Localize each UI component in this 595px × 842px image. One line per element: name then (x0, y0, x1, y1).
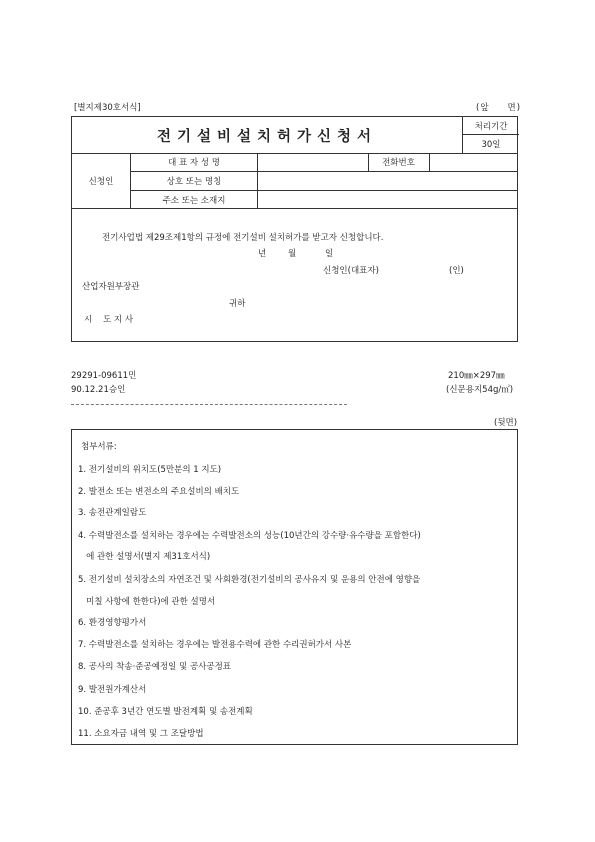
phone-label: 전화번호 (382, 158, 415, 168)
processing-period-value: 30일 (481, 140, 501, 150)
application-statement: 전기사업법 제29조제1항의 규정에 전기설비 설치허가를 받고자 신청합니다. (102, 233, 384, 243)
addressee-minister: 산업자원부장관 (82, 282, 140, 292)
processing-period-label: 처리기간 (463, 117, 519, 135)
applicant-label: 신청인 (72, 153, 131, 208)
attachment-item: 에 관한 설명서(별지 제31호서식) (78, 552, 211, 562)
attachment-item: 9. 발전원가계산서 (78, 685, 147, 695)
attachment-item: 10. 준공후 3년간 연도별 발전계획 및 송전계획 (78, 707, 253, 717)
address-label: 주소 또는 소재지 (162, 195, 226, 206)
seal-mark: (인) (449, 266, 464, 276)
rep-name-field[interactable] (258, 153, 368, 171)
processing-period-box (462, 117, 518, 153)
addressee-governor: 시 도 지 사 (84, 315, 134, 325)
attachments-box (71, 429, 518, 745)
divider (72, 208, 518, 209)
attachment-item: 4. 수력발전소를 설치하는 경우에는 수력발전소의 성능(10년간의 강수량·유수량을 포함한다) (78, 531, 421, 541)
date-day: 일 (325, 249, 334, 259)
attachment-item: 6. 환경영향평가서 (78, 618, 147, 628)
back-side-label: (뒷면) (494, 418, 518, 428)
signature-label: 신청인(대표자) (323, 266, 379, 276)
attachment-item: 미칠 사항에 한한다)에 관한 설명서 (78, 597, 216, 607)
phone-field[interactable] (430, 153, 518, 171)
page-side-right: 면) (507, 103, 522, 113)
address-field[interactable] (258, 191, 518, 208)
rep-name-label: 대 표 자 성 명 (168, 158, 220, 168)
form-code: 29291-09611민 (71, 371, 137, 381)
approval-date: 90.12.21승인 (71, 385, 126, 395)
page-side-left: (앞 (476, 103, 490, 113)
form-number: [별지제30호서식] (74, 103, 141, 113)
attachment-item: 1. 전기설비의 위치도(5만분의 1 지도) (78, 465, 222, 475)
date-month: 월 (288, 249, 297, 259)
application-form (71, 116, 518, 342)
paper-type: (신문용지54g/㎡) (446, 385, 514, 395)
form-title: 전기설비설치허가신청서 (156, 128, 378, 145)
page-side-label (476, 101, 521, 113)
attachments-heading: 첨부서류: (81, 442, 117, 452)
attachment-item: 11. 소요자금 내역 및 그 조달방법 (78, 729, 204, 739)
trade-name-field[interactable] (258, 172, 518, 190)
attachment-item: 2. 발전소 또는 변전소의 주요설비의 배치도 (78, 487, 240, 497)
attachment-item: 3. 송전관계일람도 (78, 508, 147, 518)
attachment-item: 8. 공사의 착송·준공예정일 및 공사공정표 (78, 662, 231, 672)
attachment-item: 7. 수력발전소를 설치하는 경우에는 발전용수력에 관한 수리권허가서 사본 (78, 640, 352, 650)
attachment-item: 5. 전기설비 설치장소의 자연조건 및 사회환경(전기설비의 공사유지 및 운용의 안전에 영향을 (78, 575, 421, 585)
addressee-honorific: 귀하 (229, 299, 246, 309)
trade-name-label: 상호 또는 명칭 (166, 177, 222, 187)
paper-size: 210㎜×297㎜ (448, 371, 505, 381)
date-year: 년 (258, 249, 267, 259)
cut-line (71, 404, 347, 405)
